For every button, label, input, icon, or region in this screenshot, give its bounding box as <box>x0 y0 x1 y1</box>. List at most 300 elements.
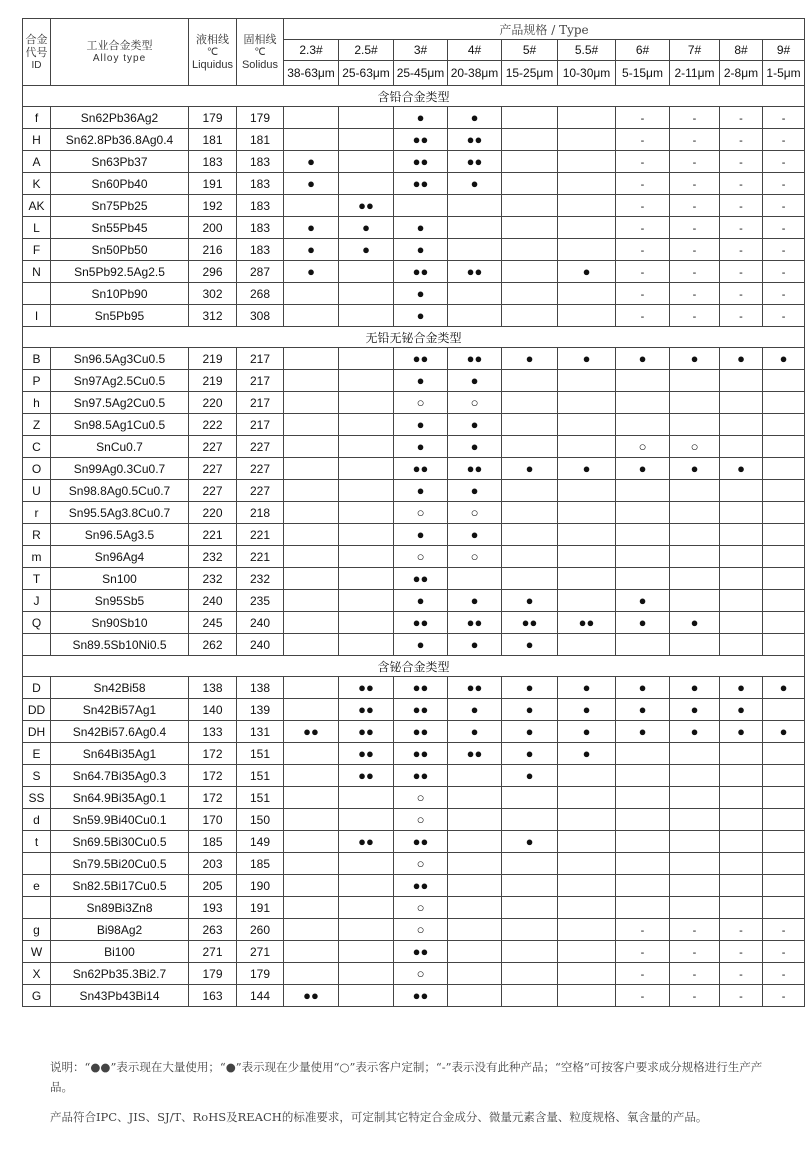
size-mark-cell <box>339 283 394 305</box>
availability-mark: ●● <box>412 571 429 586</box>
size-mark-cell <box>720 831 763 853</box>
size-mark-cell <box>558 721 616 743</box>
availability-mark: - <box>781 990 786 1003</box>
table-row <box>23 502 805 524</box>
size-mark-cell <box>720 897 763 919</box>
size-mark-cell <box>670 677 720 699</box>
size-mark-cell <box>558 458 616 480</box>
size-mark-cell <box>339 590 394 612</box>
size-mark-cell <box>558 677 616 699</box>
size-mark-cell <box>394 919 448 941</box>
size-mark-cell <box>558 414 616 436</box>
size-mark-cell <box>558 787 616 809</box>
size-mark-cell <box>448 173 502 195</box>
size-range: 2-11μm <box>670 61 720 86</box>
availability-mark: ● <box>525 746 534 761</box>
size-mark-cell <box>448 634 502 656</box>
alloy-name: Sn69.5Bi30Cu0.5 <box>51 831 189 853</box>
liquidus-value: 172 <box>189 787 237 809</box>
size-mark-cell <box>284 941 339 963</box>
availability-mark: ● <box>690 461 699 476</box>
size-mark-cell <box>394 765 448 787</box>
liquidus-value: 263 <box>189 919 237 941</box>
size-mark-cell <box>616 173 670 195</box>
alloy-name: Sn96Ag4 <box>51 546 189 568</box>
header-type-title: 产品规格 / Type <box>284 19 805 40</box>
size-mark-cell <box>448 853 502 875</box>
size-mark-cell <box>339 699 394 721</box>
availability-mark: ● <box>638 593 647 608</box>
liquidus-value: 271 <box>189 941 237 963</box>
availability-mark: ●● <box>412 988 429 1003</box>
size-mark-cell <box>720 392 763 414</box>
size-mark-cell <box>763 458 805 480</box>
size-mark-cell <box>558 919 616 941</box>
size-mark-cell <box>502 699 558 721</box>
size-mark-cell <box>763 699 805 721</box>
availability-mark: - <box>781 266 786 279</box>
size-mark-cell <box>670 831 720 853</box>
size-mark-cell <box>558 963 616 985</box>
size-mark-cell <box>763 239 805 261</box>
size-mark-cell <box>448 919 502 941</box>
availability-mark: - <box>781 178 786 191</box>
size-mark-cell <box>616 480 670 502</box>
size-mark-cell <box>558 568 616 590</box>
availability-mark: - <box>781 924 786 937</box>
alloy-id <box>23 634 51 656</box>
availability-mark: ●● <box>412 746 429 761</box>
header-alloy <box>51 19 189 86</box>
alloy-id: r <box>23 502 51 524</box>
availability-mark: ● <box>582 351 591 366</box>
size-mark-cell <box>394 568 448 590</box>
availability-mark: ●● <box>412 944 429 959</box>
size-mark-cell <box>670 787 720 809</box>
alloy-name: Sn43Pb43Bi14 <box>51 985 189 1007</box>
table-row <box>23 568 805 590</box>
size-mark-cell <box>394 677 448 699</box>
size-mark-cell <box>502 787 558 809</box>
availability-mark: ●● <box>412 878 429 893</box>
size-mark-cell <box>670 436 720 458</box>
alloy-name: Sn64Bi35Ag1 <box>51 743 189 765</box>
size-mark-cell <box>763 677 805 699</box>
size-mark-cell <box>394 612 448 634</box>
alloy-id: m <box>23 546 51 568</box>
size-mark-cell <box>448 458 502 480</box>
table-body <box>23 86 805 1007</box>
size-mark-cell <box>558 875 616 897</box>
solidus-value: 221 <box>237 546 284 568</box>
size-mark-cell <box>558 129 616 151</box>
size-mark-cell <box>720 370 763 392</box>
size-mark-cell <box>616 239 670 261</box>
alloy-id: J <box>23 590 51 612</box>
size-mark-cell <box>763 107 805 129</box>
alloy-id: B <box>23 348 51 370</box>
size-mark-cell <box>558 261 616 283</box>
size-code: 2.5# <box>339 40 394 61</box>
size-mark-cell <box>339 721 394 743</box>
size-mark-cell <box>670 107 720 129</box>
size-mark-cell <box>502 502 558 524</box>
size-mark-cell <box>394 831 448 853</box>
size-mark-cell <box>616 809 670 831</box>
size-mark-cell <box>448 941 502 963</box>
table-row <box>23 151 805 173</box>
availability-mark: - <box>692 156 697 169</box>
table-row <box>23 677 805 699</box>
size-mark-cell <box>763 765 805 787</box>
size-mark-cell <box>558 239 616 261</box>
table-row <box>23 173 805 195</box>
availability-mark: - <box>739 924 743 937</box>
size-mark-cell <box>763 875 805 897</box>
size-mark-cell <box>763 129 805 151</box>
availability-mark: - <box>640 244 645 257</box>
availability-mark: ●● <box>412 680 429 695</box>
size-mark-cell <box>339 919 394 941</box>
availability-mark: ● <box>525 768 534 783</box>
availability-mark: ● <box>582 724 591 739</box>
size-mark-cell <box>720 502 763 524</box>
size-mark-cell <box>670 963 720 985</box>
alloy-id: DD <box>23 699 51 721</box>
availability-mark: ●● <box>521 615 538 630</box>
header-alloy-en: Alloy type <box>92 53 147 64</box>
solidus-value: 179 <box>237 107 284 129</box>
size-mark-cell <box>284 985 339 1007</box>
availability-mark: ● <box>470 724 479 739</box>
availability-mark: ● <box>416 242 425 257</box>
size-mark-cell <box>284 721 339 743</box>
size-mark-cell <box>339 173 394 195</box>
header-id <box>23 19 51 86</box>
solidus-value: 185 <box>237 853 284 875</box>
size-mark-cell <box>394 699 448 721</box>
size-mark-cell <box>394 590 448 612</box>
size-mark-cell <box>616 370 670 392</box>
size-mark-cell <box>616 765 670 787</box>
size-mark-cell <box>558 809 616 831</box>
size-mark-cell <box>558 305 616 327</box>
size-mark-cell <box>394 985 448 1007</box>
alloy-id: g <box>23 919 51 941</box>
availability-mark: - <box>739 200 743 213</box>
size-mark-cell <box>670 195 720 217</box>
availability-mark: ○ <box>416 900 425 915</box>
availability-mark: - <box>739 310 743 323</box>
size-range: 25-45μm <box>394 61 448 86</box>
notes <box>50 1057 770 1127</box>
size-code: 4# <box>448 40 502 61</box>
table-row <box>23 458 805 480</box>
size-mark-cell <box>616 546 670 568</box>
size-mark-cell <box>763 568 805 590</box>
solidus-value: 191 <box>237 897 284 919</box>
alloy-name: Sn64.9Bi35Ag0.1 <box>51 787 189 809</box>
liquidus-value: 140 <box>189 699 237 721</box>
size-mark-cell <box>394 875 448 897</box>
size-mark-cell <box>720 261 763 283</box>
availability-mark: ● <box>525 461 534 476</box>
size-range: 25-63μm <box>339 61 394 86</box>
liquidus-value: 170 <box>189 809 237 831</box>
size-mark-cell <box>502 173 558 195</box>
solidus-value: 151 <box>237 787 284 809</box>
size-mark-cell <box>670 743 720 765</box>
size-mark-cell <box>670 721 720 743</box>
size-mark-cell <box>502 721 558 743</box>
size-mark-cell <box>616 502 670 524</box>
availability-mark: - <box>640 310 645 323</box>
alloy-id: W <box>23 941 51 963</box>
size-mark-cell <box>670 217 720 239</box>
alloy-id: A <box>23 151 51 173</box>
size-mark-cell <box>502 414 558 436</box>
size-mark-cell <box>502 765 558 787</box>
availability-mark: ●● <box>412 461 429 476</box>
table-row <box>23 305 805 327</box>
size-mark-cell <box>448 787 502 809</box>
availability-mark: ● <box>525 637 534 652</box>
size-mark-cell <box>502 612 558 634</box>
availability-mark: ● <box>307 154 315 169</box>
size-mark-cell <box>558 765 616 787</box>
size-mark-cell <box>616 217 670 239</box>
availability-mark: ● <box>638 680 647 695</box>
size-mark-cell <box>394 217 448 239</box>
size-mark-cell <box>670 480 720 502</box>
availability-mark: - <box>640 134 645 147</box>
solidus-value: 227 <box>237 480 284 502</box>
size-mark-cell <box>670 458 720 480</box>
size-mark-cell <box>558 173 616 195</box>
availability-mark: ● <box>307 242 315 257</box>
size-mark-cell <box>558 590 616 612</box>
availability-mark: - <box>640 288 645 301</box>
table-row <box>23 195 805 217</box>
size-mark-cell <box>448 590 502 612</box>
availability-mark: ●● <box>412 154 429 169</box>
size-mark-cell <box>339 809 394 831</box>
size-mark-cell <box>502 831 558 853</box>
header-liquidus-en: Liquidus <box>192 58 233 71</box>
alloy-name: Sn63Pb37 <box>51 151 189 173</box>
size-mark-cell <box>670 853 720 875</box>
size-mark-cell <box>670 897 720 919</box>
availability-mark: - <box>781 244 786 257</box>
availability-mark: - <box>781 222 786 235</box>
liquidus-value: 191 <box>189 173 237 195</box>
table-row <box>23 897 805 919</box>
size-mark-cell <box>394 743 448 765</box>
size-mark-cell <box>394 414 448 436</box>
size-mark-cell <box>339 305 394 327</box>
liquidus-value: 219 <box>189 348 237 370</box>
solidus-value: 183 <box>237 173 284 195</box>
availability-mark: - <box>640 156 645 169</box>
size-mark-cell <box>339 875 394 897</box>
availability-mark: ●● <box>412 768 429 783</box>
alloy-name: Sn90Sb10 <box>51 612 189 634</box>
size-mark-cell <box>394 261 448 283</box>
size-mark-cell <box>448 963 502 985</box>
size-mark-cell <box>670 283 720 305</box>
availability-mark: ● <box>470 417 479 432</box>
availability-mark: ● <box>690 351 699 366</box>
alloy-id: AK <box>23 195 51 217</box>
liquidus-value: 219 <box>189 370 237 392</box>
availability-mark: ● <box>362 220 370 235</box>
size-mark-cell <box>339 151 394 173</box>
size-mark-cell <box>339 853 394 875</box>
size-mark-cell <box>448 151 502 173</box>
solidus-value: 183 <box>237 195 284 217</box>
size-mark-cell <box>284 239 339 261</box>
alloy-id: G <box>23 985 51 1007</box>
liquidus-value: 232 <box>189 568 237 590</box>
table-row <box>23 217 805 239</box>
size-code: 9# <box>763 40 805 61</box>
solidus-value: 227 <box>237 436 284 458</box>
availability-mark: ●● <box>412 351 429 366</box>
liquidus-value: 181 <box>189 129 237 151</box>
size-mark-cell <box>720 963 763 985</box>
size-mark-cell <box>502 677 558 699</box>
size-mark-cell <box>763 392 805 414</box>
size-mark-cell <box>670 699 720 721</box>
size-mark-cell <box>502 853 558 875</box>
size-mark-cell <box>502 634 558 656</box>
availability-mark: ○ <box>416 966 425 981</box>
size-mark-cell <box>558 853 616 875</box>
size-mark-cell <box>616 612 670 634</box>
availability-mark: - <box>739 178 743 191</box>
availability-mark: ●● <box>466 264 483 279</box>
size-range: 5-15μm <box>616 61 670 86</box>
table-row <box>23 107 805 129</box>
availability-mark: ●● <box>466 154 483 169</box>
availability-mark: ● <box>779 724 788 739</box>
size-mark-cell <box>616 524 670 546</box>
size-mark-cell <box>448 305 502 327</box>
size-mark-cell <box>394 151 448 173</box>
size-mark-cell <box>339 129 394 151</box>
size-mark-cell <box>284 787 339 809</box>
header-solidus <box>237 19 284 86</box>
size-mark-cell <box>339 765 394 787</box>
availability-mark: ● <box>470 110 479 125</box>
alloy-name: Sn98.8Ag0.5Cu0.7 <box>51 480 189 502</box>
section-title: 无铅无铋合金类型 <box>23 327 805 348</box>
size-mark-cell <box>558 985 616 1007</box>
size-mark-cell <box>763 217 805 239</box>
availability-mark: ● <box>690 680 699 695</box>
availability-mark: - <box>781 288 786 301</box>
size-mark-cell <box>558 743 616 765</box>
size-mark-cell <box>670 809 720 831</box>
size-mark-cell <box>339 195 394 217</box>
solidus-value: 190 <box>237 875 284 897</box>
size-mark-cell <box>284 392 339 414</box>
size-mark-cell <box>720 743 763 765</box>
size-mark-cell <box>284 963 339 985</box>
size-mark-cell <box>502 743 558 765</box>
size-range: 38-63μm <box>284 61 339 86</box>
availability-mark: ●● <box>358 834 374 849</box>
size-mark-cell <box>670 941 720 963</box>
liquidus-value: 245 <box>189 612 237 634</box>
size-mark-cell <box>339 985 394 1007</box>
size-mark-cell <box>616 414 670 436</box>
alloy-id: L <box>23 217 51 239</box>
availability-mark: ●● <box>412 724 429 739</box>
liquidus-value: 221 <box>189 524 237 546</box>
alloy-name: Sn79.5Bi20Cu0.5 <box>51 853 189 875</box>
liquidus-value: 227 <box>189 458 237 480</box>
availability-mark: ●● <box>412 702 429 717</box>
availability-mark: - <box>739 134 743 147</box>
alloy-id: U <box>23 480 51 502</box>
alloy-id: H <box>23 129 51 151</box>
size-mark-cell <box>284 568 339 590</box>
size-mark-cell <box>720 151 763 173</box>
size-mark-cell <box>763 370 805 392</box>
table-row <box>23 919 805 941</box>
size-mark-cell <box>558 612 616 634</box>
size-mark-cell <box>616 875 670 897</box>
size-mark-cell <box>763 261 805 283</box>
header-id-en: ID <box>31 59 42 71</box>
size-mark-cell <box>502 261 558 283</box>
size-mark-cell <box>339 634 394 656</box>
availability-mark: - <box>692 112 697 125</box>
size-mark-cell <box>616 348 670 370</box>
availability-mark: ● <box>525 680 534 695</box>
size-mark-cell <box>616 787 670 809</box>
size-mark-cell <box>448 721 502 743</box>
availability-mark: - <box>640 222 645 235</box>
availability-mark: ● <box>307 176 315 191</box>
availability-mark: ● <box>416 527 425 542</box>
section-title: 含铋合金类型 <box>23 656 805 677</box>
size-mark-cell <box>670 414 720 436</box>
alloy-name: Sn96.5Ag3.5 <box>51 524 189 546</box>
note-legend: 说明：“●●”表示现在大量使用；“●”表示现在少量使用“○”表示客户定制；“-”表示没有此种产品；“空格”可按客户要求成分规格进行生产产品。 <box>50 1060 763 1094</box>
availability-mark: - <box>692 946 697 959</box>
size-mark-cell <box>616 107 670 129</box>
availability-mark: ●● <box>466 615 483 630</box>
size-code: 5# <box>502 40 558 61</box>
size-mark-cell <box>394 305 448 327</box>
size-mark-cell <box>763 612 805 634</box>
size-code: 6# <box>616 40 670 61</box>
size-mark-cell <box>616 129 670 151</box>
size-mark-cell <box>720 414 763 436</box>
table-row <box>23 546 805 568</box>
alloy-name: Sn60Pb40 <box>51 173 189 195</box>
solidus-value: 260 <box>237 919 284 941</box>
availability-mark: ● <box>638 702 647 717</box>
size-mark-cell <box>720 787 763 809</box>
size-mark-cell <box>448 765 502 787</box>
size-range: 15-25μm <box>502 61 558 86</box>
size-mark-cell <box>670 985 720 1007</box>
size-mark-cell <box>502 480 558 502</box>
size-mark-cell <box>394 195 448 217</box>
